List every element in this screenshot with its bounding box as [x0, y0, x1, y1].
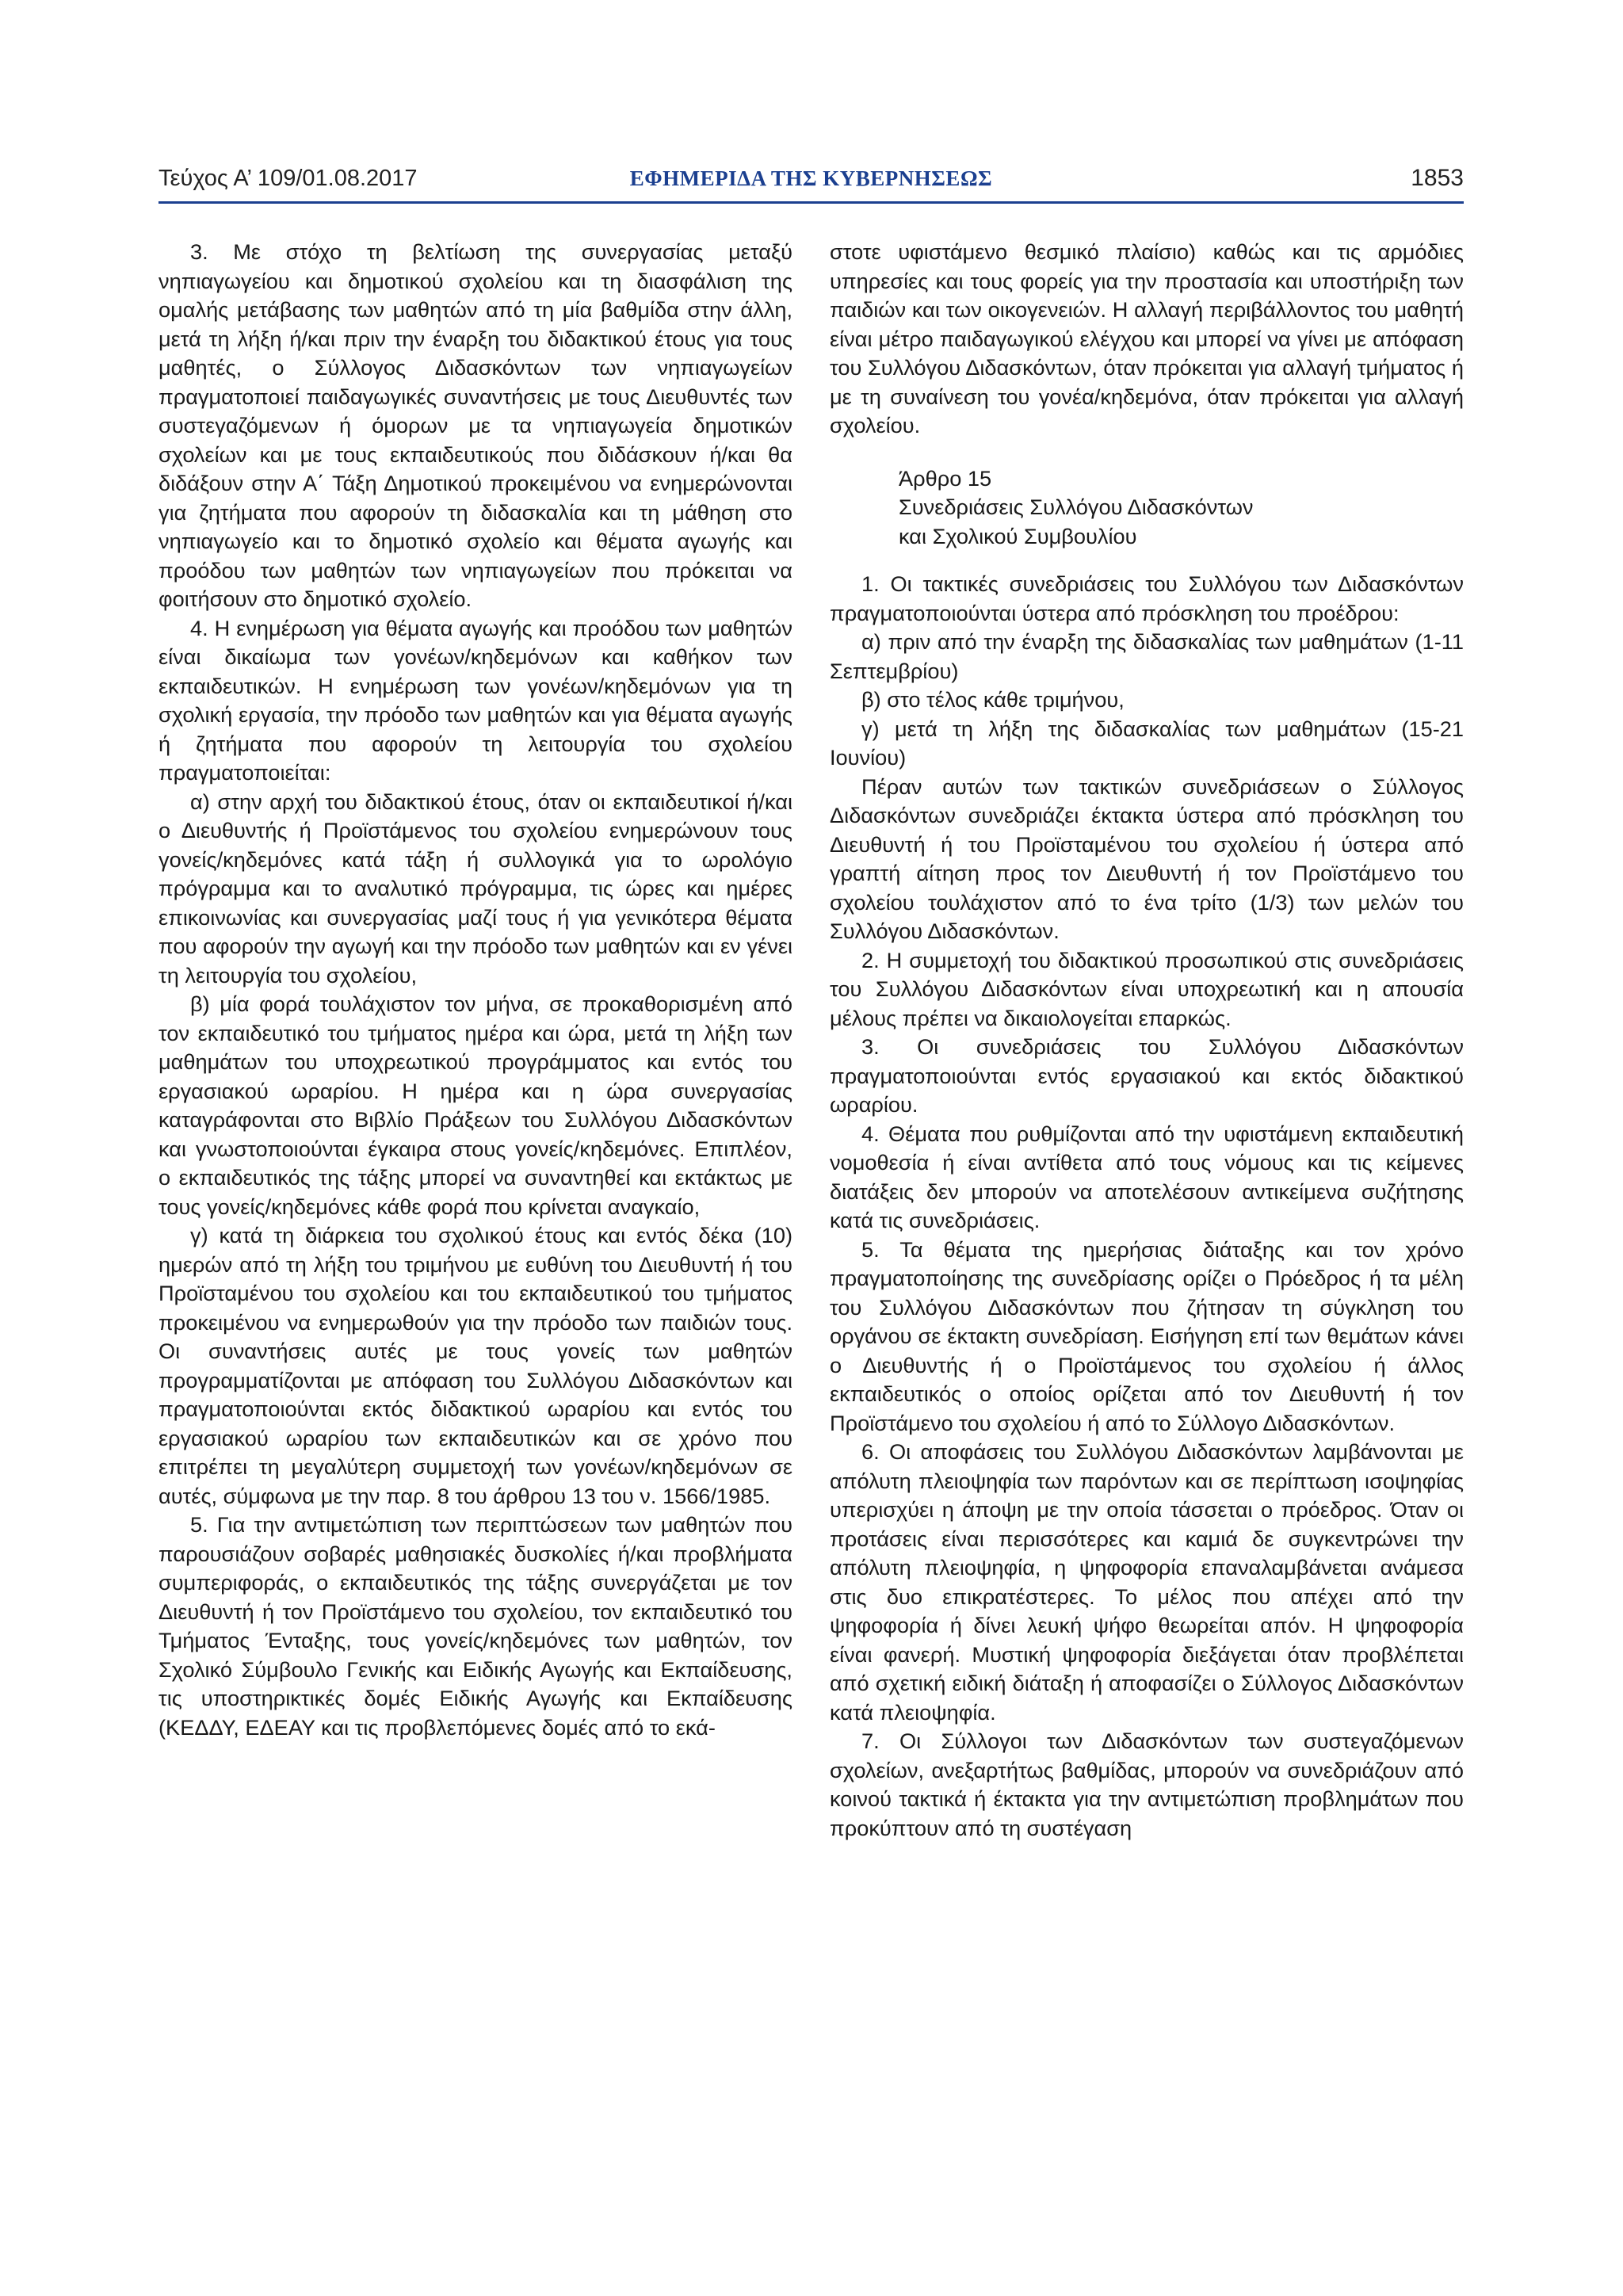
paragraph: 6. Οι αποφάσεις του Συλλόγου Διδασκόντων λαμβάνονται με απόλυτη πλειοψηφία των παρόντων και σε περίπτωση ισοψηφίας υπερισχύει η άποψη με την οποία τάσσεται ο πρόεδρος. Όταν οι προτάσεις είναι περισσότερες και καμιά δε συγκεντρώνει την απόλυτη πλειοψηφία, η ψηφοφορία επαναλαμβάνεται ανάμεσα στις δυο επικρατέστερες. Το μέλος που απέχει από την ψηφοφορία ή δίνει λευκή ψήφο θεωρείται απόν. Η ψηφοφορία είναι φανερή. Μυστική ψηφοφορία διεξάγεται όταν προβλέπεται από σχετική ειδική διάταξη ή αποφασίζει ο Σύλλογος Διδασκόντων κατά πλειοψηφία. [830, 1439, 1464, 1725]
right-column [830, 238, 1464, 1843]
paragraph: 4. Θέματα που ρυθμίζονται από την υφιστάμενη εκπαιδευτική νομοθεσία ή είναι αντίθετα από τους νόμους και τις κείμενες διατάξεις δεν μπορούν να αποτελέσουν αντικείμενα συζήτησης κατά τις συνεδριάσεις. [830, 1121, 1464, 1232]
paragraph: 7. Οι Σύλλογοι των Διδασκόντων των συστεγαζόμενων σχολείων, ανεξαρτήτως βαθμίδας, μπορούν να συνεδριάζουν από κοινού τακτικά ή έκτακτα για την αντιμετώπιση προβλημάτων που προκύπτουν από τη συστέγαση [830, 1729, 1464, 1840]
paragraph: 3. Οι συνεδριάσεις του Συλλόγου Διδασκόντων πραγματοποιούνται εντός εργασιακού και εκτός διδακτικού ωραρίου. [830, 1034, 1464, 1117]
issue-label: Τεύχος Α’ 109/01.08.2017 [158, 166, 418, 191]
paragraph: α) πριν από την έναρξη της διδασκαλίας των μαθημάτων (1-11 Σεπτεμβρίου) [830, 629, 1464, 683]
article-number: Άρθρο 15 [899, 465, 992, 491]
article-title-line: Συνεδριάσεις Συλλόγου Διδασκόντων [899, 495, 1254, 519]
paragraph: 3. Με στόχο τη βελτίωση της συνεργασίας μεταξύ νηπιαγωγείου και δημοτικού σχολείου και τη διασφάλιση της ομαλής μετάβασης των μαθητών από τη μία βαθμίδα στην άλλη, μετά τη λήξη ή/και πριν την έναρξη του διδακτικού έτους για τους μαθητές, ο Σύλλογος Διδασκόντων των νηπιαγωγείων πραγματοποιεί παιδαγωγικές συναντήσεις με τους Διευθυντές των συστεγαζόμενων ή όμορων με τα νηπιαγωγεία δημοτικών σχολείων και με τους εκπαιδευτικούς που διδάσκουν ή/και θα διδάξουν στην Α΄ Τάξη Δημοτικού προκειμένου να ενημερώνονται για ζητήματα που αφορούν τη διδασκαλία και τη μάθηση στο νηπιαγωγείο και το δημοτικό σχολείο και θέματα αγωγής και προόδου των μαθητών των νηπιαγωγείων που πρόκειται να φοιτήσουν στο δημοτικό σχολείο. [158, 239, 792, 611]
paragraph: 4. Η ενημέρωση για θέματα αγωγής και προόδου των μαθητών είναι δικαίωμα των γονέων/κηδεμόνων και καθήκον των εκπαιδευτικών. Η ενημέρωση των γονέων/κηδεμόνων για τη σχολική εργασία, την πρόοδο των μαθητών και για θέματα αγωγής ή ζητήματα που αφορούν τη λειτουργία του σχολείου πραγματοποιείται: [158, 615, 792, 785]
paragraph: β) στο τέλος κάθε τριμήνου, [861, 687, 1125, 712]
paragraph: γ) κατά τη διάρκεια του σχολικού έτους και εντός δέκα (10) ημερών από τη λήξη του τριμήνου με ευθύνη του Διευθυντή ή του Προϊσταμένου του σχολείου και του εκπαιδευτικού του τμήματος προκειμένου να ενημερωθούν για την πρόοδο των παιδιών τους. Οι συναντήσεις αυτές με τους γονείς των μαθητών προγραμματίζονται με απόφαση του Συλλόγου Διδασκόντων και πραγματοποιούνται εκτός διδακτικού ωραρίου και εντός του εργασιακού ωραρίου των εκπαιδευτικών και σε χρόνο που επιτρέπει τη μεγαλύτερη συμμετοχή των γονέων/κηδεμόνων σε αυτές, σύμφωνα με την παρ. 8 του άρθρου 13 του ν. 1566/1985. [158, 1223, 792, 1508]
paragraph: Πέραν αυτών των τακτικών συνεδριάσεων ο Σύλλογος Διδασκόντων συνεδριάζει έκτακτα ύστερα από πρόσκληση του Διευθυντή ή του Προϊσταμένου του σχολείου ή ύστερα από γραπτή αίτηση προς τον Διευθυντή ή τον Προϊστάμενο του σχολείου τουλάχιστον από το ένα τρίτο (1/3) των μελών του Συλλόγου Διδασκόντων. [830, 774, 1464, 943]
header-rule [158, 201, 1464, 204]
left-column [158, 238, 792, 1742]
journal-title: ΕΦΗΜΕΡΙΔΑ ΤΗΣ ΚΥΒΕΡΝΗΣΕΩΣ [629, 166, 993, 190]
paragraph-continued: στοτε υφιστάμενο θεσμικό πλαίσιο) καθώς και τις αρμόδιες υπηρεσίες και τους φορείς για την προστασία και υποστήριξη των παιδιών και των οικογενειών. Η αλλαγή περιβάλλοντος του μαθητή είναι μέτρο παιδαγωγικού ελέγχου και μπορεί να γίνει με απόφαση του Συλλόγου Διδασκόντων, όταν πρόκειται για αλλαγή τμήματος ή με τη συναίνεση του γονέα/κηδεμόνα, όταν πρόκειται για αλλαγή σχολείου. [830, 239, 1464, 437]
paragraph: 2. Η συμμετοχή του διδακτικού προσωπικού στις συνεδριάσεις του Συλλόγου Διδασκόντων είναι υποχρεωτική και η απουσία μέλους πρέπει να δικαιολογείται επαρκώς. [830, 947, 1464, 1030]
page-number: 1853 [1411, 165, 1464, 191]
paragraph: 5. Για την αντιμετώπιση των περιπτώσεων των μαθητών που παρουσιάζουν σοβαρές μαθησιακές δυσκολίες ή/και προβλήματα συμπεριφοράς, ο εκπαιδευτικός της τάξης συνεργάζεται με τον Διευθυντή ή τον Προϊστάμενο του σχολείου, τον εκπαιδευτικό του Τμήματος Ένταξης, τους γονείς/κηδεμόνες των μαθητών, τον Σχολικό Σύμβουλο Γενικής και Ειδικής Αγωγής και Εκπαίδευσης, τις υποστηρικτικές δομές Ειδικής Αγωγής και Εκπαίδευσης (ΚΕΔΔΥ, ΕΔΕΑΥ και τις προβλεπόμενες δομές από το εκά- [158, 1512, 792, 1740]
paragraph: 1. Οι τακτικές συνεδριάσεις του Συλλόγου των Διδασκόντων πραγματοποιούνται ύστερα από πρόσκληση του προέδρου: [830, 571, 1464, 625]
paragraph: α) στην αρχή του διδακτικού έτους, όταν οι εκπαιδευτικοί ή/και ο Διευθυντής ή Προϊστάμενος του σχολείου ενημερώνουν τους γονείς/κηδεμόνες κατά τάξη ή συλλογικά για το ωρολόγιο πρόγραμμα και το αναλυτικό πρόγραμμα, τις ώρες και ημέρες επικοινωνίας και συνεργασίας μαζί τους ή για γενικότερα θέματα που αφορούν την αγωγή και την πρόοδο των μαθητών και εν γένει τη λειτουργία του σχολείου, [158, 789, 792, 988]
page-header [158, 159, 1464, 198]
article-heading [830, 464, 1464, 552]
paragraph: γ) μετά τη λήξη της διδασκαλίας των μαθημάτων (15-21 Ιουνίου) [830, 716, 1464, 770]
paragraph: 5. Τα θέματα της ημερήσιας διάταξης και τον χρόνο πραγματοποίησης της συνεδρίασης ορίζει ο Πρόεδρος ή τα μέλη του Συλλόγου Διδασκόντων που ζήτησαν τη σύγκληση του οργάνου σε έκτακτη συνεδρίαση. Εισήγηση επί των θεμάτων κάνει ο Διευθυντής ή ο Προϊστάμενος του σχολείου ή άλλος εκπαιδευτικός ο οποίος ορίζεται από τον Διευθυντή ή τον Προϊστάμενο του σχολείου ή από το Σύλλογο Διδασκόντων. [830, 1236, 1464, 1435]
paragraph: β) μία φορά τουλάχιστον τον μήνα, σε προκαθορισμένη από τον εκπαιδευτικό του τμήματος ημέρα και ώρα, μετά τη λήξη των μαθημάτων του υποχρεωτικού προγράμματος και εντός του εργασιακού ωραρίου. Η ημέρα και η ώρα συνεργασίας καταγράφονται στο Βιβλίο Πράξεων του Συλλόγου Διδασκόντων και γνωστοποιούνται έγκαιρα στους γονείς/κηδεμόνες. Επιπλέον, ο εκπαιδευτικός της τάξης μπορεί να συναντηθεί και εκτάκτως με τους γονείς/κηδεμόνες κάθε φορά που κρίνεται αναγκαίο, [158, 991, 792, 1219]
article-title-line: και Σχολικού Συμβουλίου [899, 523, 1137, 548]
